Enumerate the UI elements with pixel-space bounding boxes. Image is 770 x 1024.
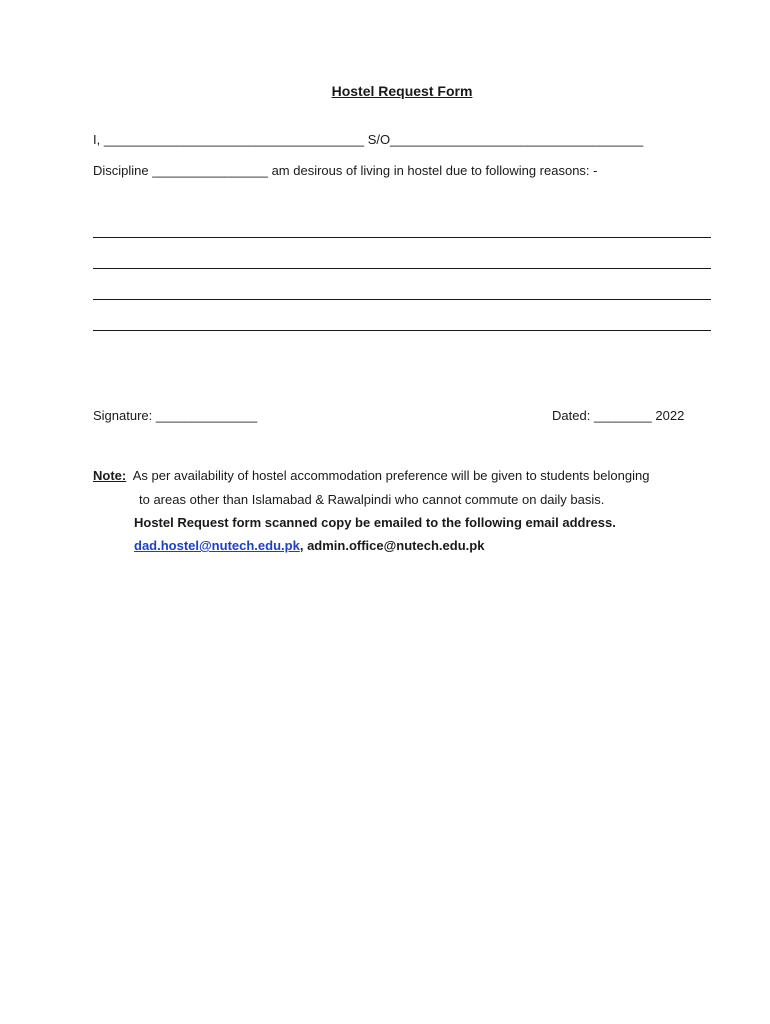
discipline-label: Discipline — [93, 163, 149, 178]
form-title: Hostel Request Form — [331, 83, 473, 99]
note-text-1: As per availability of hostel accommodation preference will be given to students belonging — [132, 468, 650, 483]
reason-line-1 — [93, 237, 711, 238]
name-prefix: I, — [93, 132, 101, 147]
dated-blank: ________ — [593, 408, 652, 423]
signature-field — [93, 408, 257, 423]
dated-field — [552, 408, 684, 423]
signature-blank: ______________ — [155, 408, 258, 423]
email-addresses — [134, 538, 484, 553]
name-line — [93, 132, 643, 147]
discipline-blank: ________________ — [152, 163, 268, 178]
email-instruction: Hostel Request form scanned copy be emailed to the following email address. — [134, 515, 616, 530]
primary-email-link[interactable]: dad.hostel@nutech.edu.pk — [134, 538, 300, 553]
email-separator: , — [299, 538, 304, 553]
note-text-2: to areas other than Islamabad & Rawalpindi who cannot commute on daily basis. — [139, 492, 605, 507]
name-blank: ____________________________________ — [103, 132, 365, 147]
secondary-email: admin.office@nutech.edu.pk — [307, 538, 485, 553]
note-line-1 — [93, 468, 649, 483]
signature-label: Signature: — [93, 408, 153, 423]
note-label: Note: — [93, 468, 127, 483]
reason-line-4 — [93, 330, 711, 331]
reason-line-3 — [93, 299, 711, 300]
reason-line-2 — [93, 268, 711, 269]
father-name-blank: ___________________________________ — [390, 132, 644, 147]
discipline-line — [93, 163, 597, 178]
so-label: S/O — [367, 132, 391, 147]
dated-year: 2022 — [655, 408, 685, 423]
dated-label: Dated: — [552, 408, 591, 423]
reasons-intro-text: am desirous of living in hostel due to following reasons: - — [271, 163, 598, 178]
